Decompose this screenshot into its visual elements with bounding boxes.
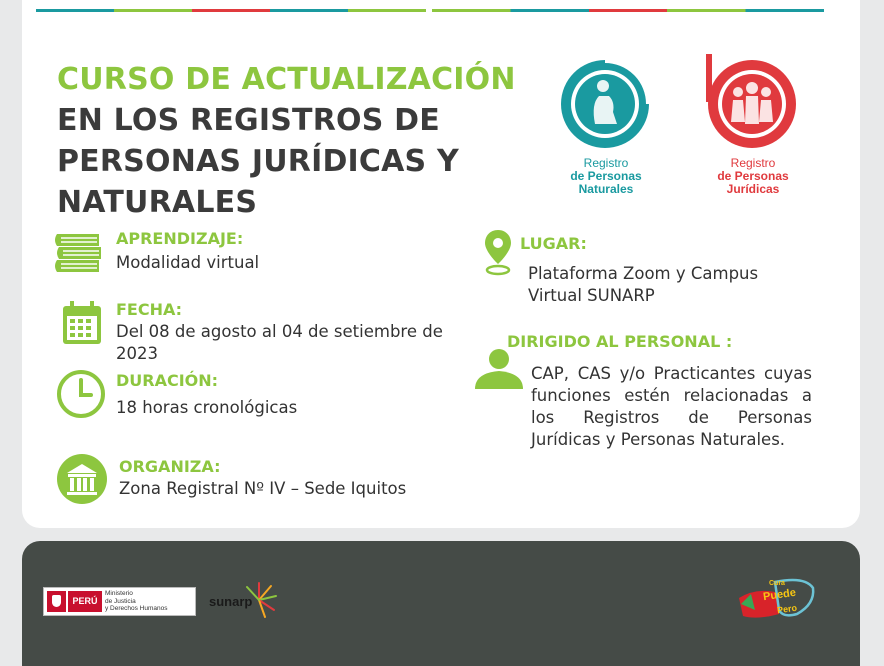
ministerio-line-1: Ministerio (105, 590, 133, 597)
peru-shield-icon (47, 591, 66, 612)
organiza-value: Zona Registral Nº IV – Sede Iquitos (119, 479, 407, 498)
minjus-logo (43, 587, 196, 616)
duracion-value: 18 horas cronológicas (116, 398, 298, 417)
naturales-caption-3: Naturales (578, 182, 634, 196)
lugar-value: Plataforma Zoom y Campus Virtual SUNARP (528, 264, 759, 305)
dirigido-label: DIRIGIDO AL PERSONAL : (507, 332, 733, 351)
title-line-4: NATURALES (57, 185, 258, 220)
dirigido-value: CAP, CAS y/o Practicantes cuyas funciones estén relacionadas a los Registros de Personas Jurídicas y Personas Naturales. (531, 364, 812, 449)
calendar-icon (61, 300, 103, 346)
institution-building-icon (56, 453, 108, 505)
title-line-2: EN LOS REGISTROS DE (57, 103, 440, 138)
lugar-label: LUGAR: (520, 234, 587, 253)
title-line-3: PERSONAS JURÍDICAS Y (57, 144, 459, 179)
organiza-label: ORGANIZA: (119, 457, 221, 476)
cura-puede-pero-logo (735, 574, 817, 624)
fecha-label: FECHA: (116, 300, 183, 319)
naturales-caption-1: Registro (583, 156, 629, 170)
juridicas-caption-1: Registro (730, 156, 776, 170)
juridicas-caption-2: de Personas (717, 169, 789, 183)
brand-word-3: Pero (776, 602, 798, 616)
naturales-caption-2: de Personas (570, 169, 642, 183)
juridicas-caption-3: Jurídicas (726, 182, 780, 196)
personas-naturales-emblem-icon (555, 52, 655, 157)
brand-word-1: Cura (769, 580, 785, 587)
location-pin-icon (483, 228, 513, 276)
fecha-value: Del 08 de agosto al 04 de setiembre de 2023 (116, 322, 443, 363)
aprendizaje-value: Modalidad virtual (116, 253, 260, 272)
personas-juridicas-emblem-icon (702, 52, 802, 157)
aprendizaje-label: APRENDIZAJE: (116, 229, 244, 248)
clock-icon (55, 368, 107, 420)
title-line-1: CURSO DE ACTUALIZACIÓN (57, 62, 516, 97)
ministerio-line-3: y Derechos Humanos (105, 605, 168, 612)
sunarp-wordmark: sunarp (209, 594, 253, 609)
ministerio-line-2: de Justicia (105, 597, 136, 605)
sunarp-logo (209, 580, 279, 620)
peru-badge: PERÚ (68, 591, 102, 612)
person-icon (471, 347, 527, 389)
duracion-label: DURACIÓN: (116, 371, 219, 390)
books-icon (53, 230, 105, 274)
brand-word-2: Puede (762, 586, 797, 604)
